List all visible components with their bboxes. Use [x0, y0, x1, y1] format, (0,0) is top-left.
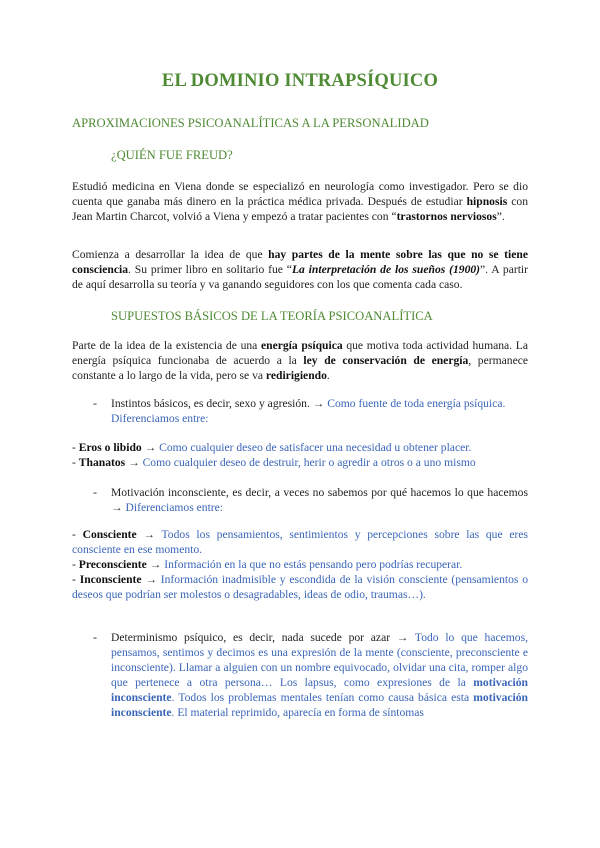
level-inconsciente: - Inconsciente → Información inadmisible y escondida de la visión consciente (pensamientos o deseos que podrían ser molestos o desagradables, ideas de odio, traumas…).: [72, 573, 529, 601]
term-preconsciente: Preconsciente: [78, 558, 147, 571]
term-redirigiendo: redirigiendo: [265, 369, 327, 382]
bullet-marker: -: [93, 485, 97, 499]
paragraph-freud-bio: Estudió medicina en Viena donde se especializó en neurología como investigador. Pero se dio cuenta que ganaba más dinero en la práctica médica privada. Después de estudiar hipnosis con Jean Martin Charcot, volvió a Viena y empezó a tratar pacientes con “trastornos nerviosos”.: [72, 180, 528, 223]
term-energia-psiquica: energía psíquica: [261, 339, 343, 352]
book-title: La interpretación de los sueños (1900): [291, 263, 481, 276]
bullet-marker: -: [93, 630, 97, 644]
section-heading-approaches: APROXIMACIONES PSICOANALÍTICAS A LA PERSONALIDAD: [72, 116, 429, 130]
term-hipnosis: hipnosis: [466, 195, 508, 208]
section-heading-assumptions: SUPUESTOS BÁSICOS DE LA TEORÍA PSICOANALÍTICA: [111, 309, 433, 323]
term-consciente: Consciente: [82, 528, 137, 541]
level-consciente: - Consciente → Todos los pensamientos, sentimientos y percepciones sobre las que eres consciente en ese momento.: [72, 528, 529, 556]
drive-thanatos: - Thanatos → Como cualquier deseo de destruir, herir o agredir a otros o a uno mismo: [72, 456, 476, 469]
term-conservacion-energia: ley de conservación de energía: [303, 354, 469, 367]
page-title: EL DOMINIO INTRAPSÍQUICO: [161, 71, 439, 91]
term-inconsciente: Inconsciente: [79, 573, 142, 586]
paragraph-unconscious-idea: Comienza a desarrollar la idea de que hay partes de la mente sobre las que no se tiene consciencia. Su primer libro en solitario fue “La interpretación de los sueños (1900)”. A partir de aquí desarrolla su teoría y va ganando seguidores con los que comenta cada caso.: [72, 248, 529, 291]
term-motivacion-inconsciente: motivación inconsciente: [111, 691, 528, 719]
paragraph-psychic-energy: Parte de la idea de la existencia de una energía psíquica que motiva toda actividad humana. La energía psíquica funcionaba de acuerdo a la ley de conservación de energía, permanece constante a lo largo de la vida, pero se va redirigiendo.: [72, 339, 529, 382]
term-trastornos-nerviosos: trastornos nerviosos: [396, 210, 497, 223]
bullet-psychic-determinism: Determinismo psíquico, es decir, nada sucede por azar → Todo lo que hacemos, pensamos, sentimos y decimos es una expresión de la mente (consciente, preconsciente e inconsciente). Llamar a alguien con un nombre equivocado, olvidar una cita, romper algo que pertenece a otra persona… Los lapsus, como expresiones de la motivación inconsciente. Todos los problemas mentales tenían como causa básica esta motivación inconsciente. El material reprimido, aparecía en forma de síntomas: [111, 631, 528, 719]
bullet-instincts: Instintos básicos, es decir, sexo y agresión. → Como fuente de toda energía psíquica. Diferenciamos entre:: [111, 397, 506, 425]
bullet-marker: -: [93, 396, 97, 410]
bullet-unconscious-motivation: Motivación inconsciente, es decir, a veces no sabemos por qué hacemos lo que hacemos → Diferenciamos entre:: [111, 486, 528, 514]
drive-eros: - Eros o libido → Como cualquier deseo de satisfacer una necesidad u obtener placer.: [72, 441, 472, 454]
term-eros: Eros o libido: [78, 441, 142, 454]
level-preconsciente: - Preconsciente → Información en la que no estás pensando pero podrías recuperar.: [72, 558, 463, 571]
subheading-who-was-freud: ¿QUIÉN FUE FREUD?: [111, 148, 233, 162]
term-unconscious-parts: hay partes de la mente sobre las que no se tiene consciencia: [72, 248, 528, 276]
term-thanatos: Thanatos: [78, 456, 126, 469]
term-motivacion-inconsciente: motivación inconsciente: [111, 676, 528, 704]
